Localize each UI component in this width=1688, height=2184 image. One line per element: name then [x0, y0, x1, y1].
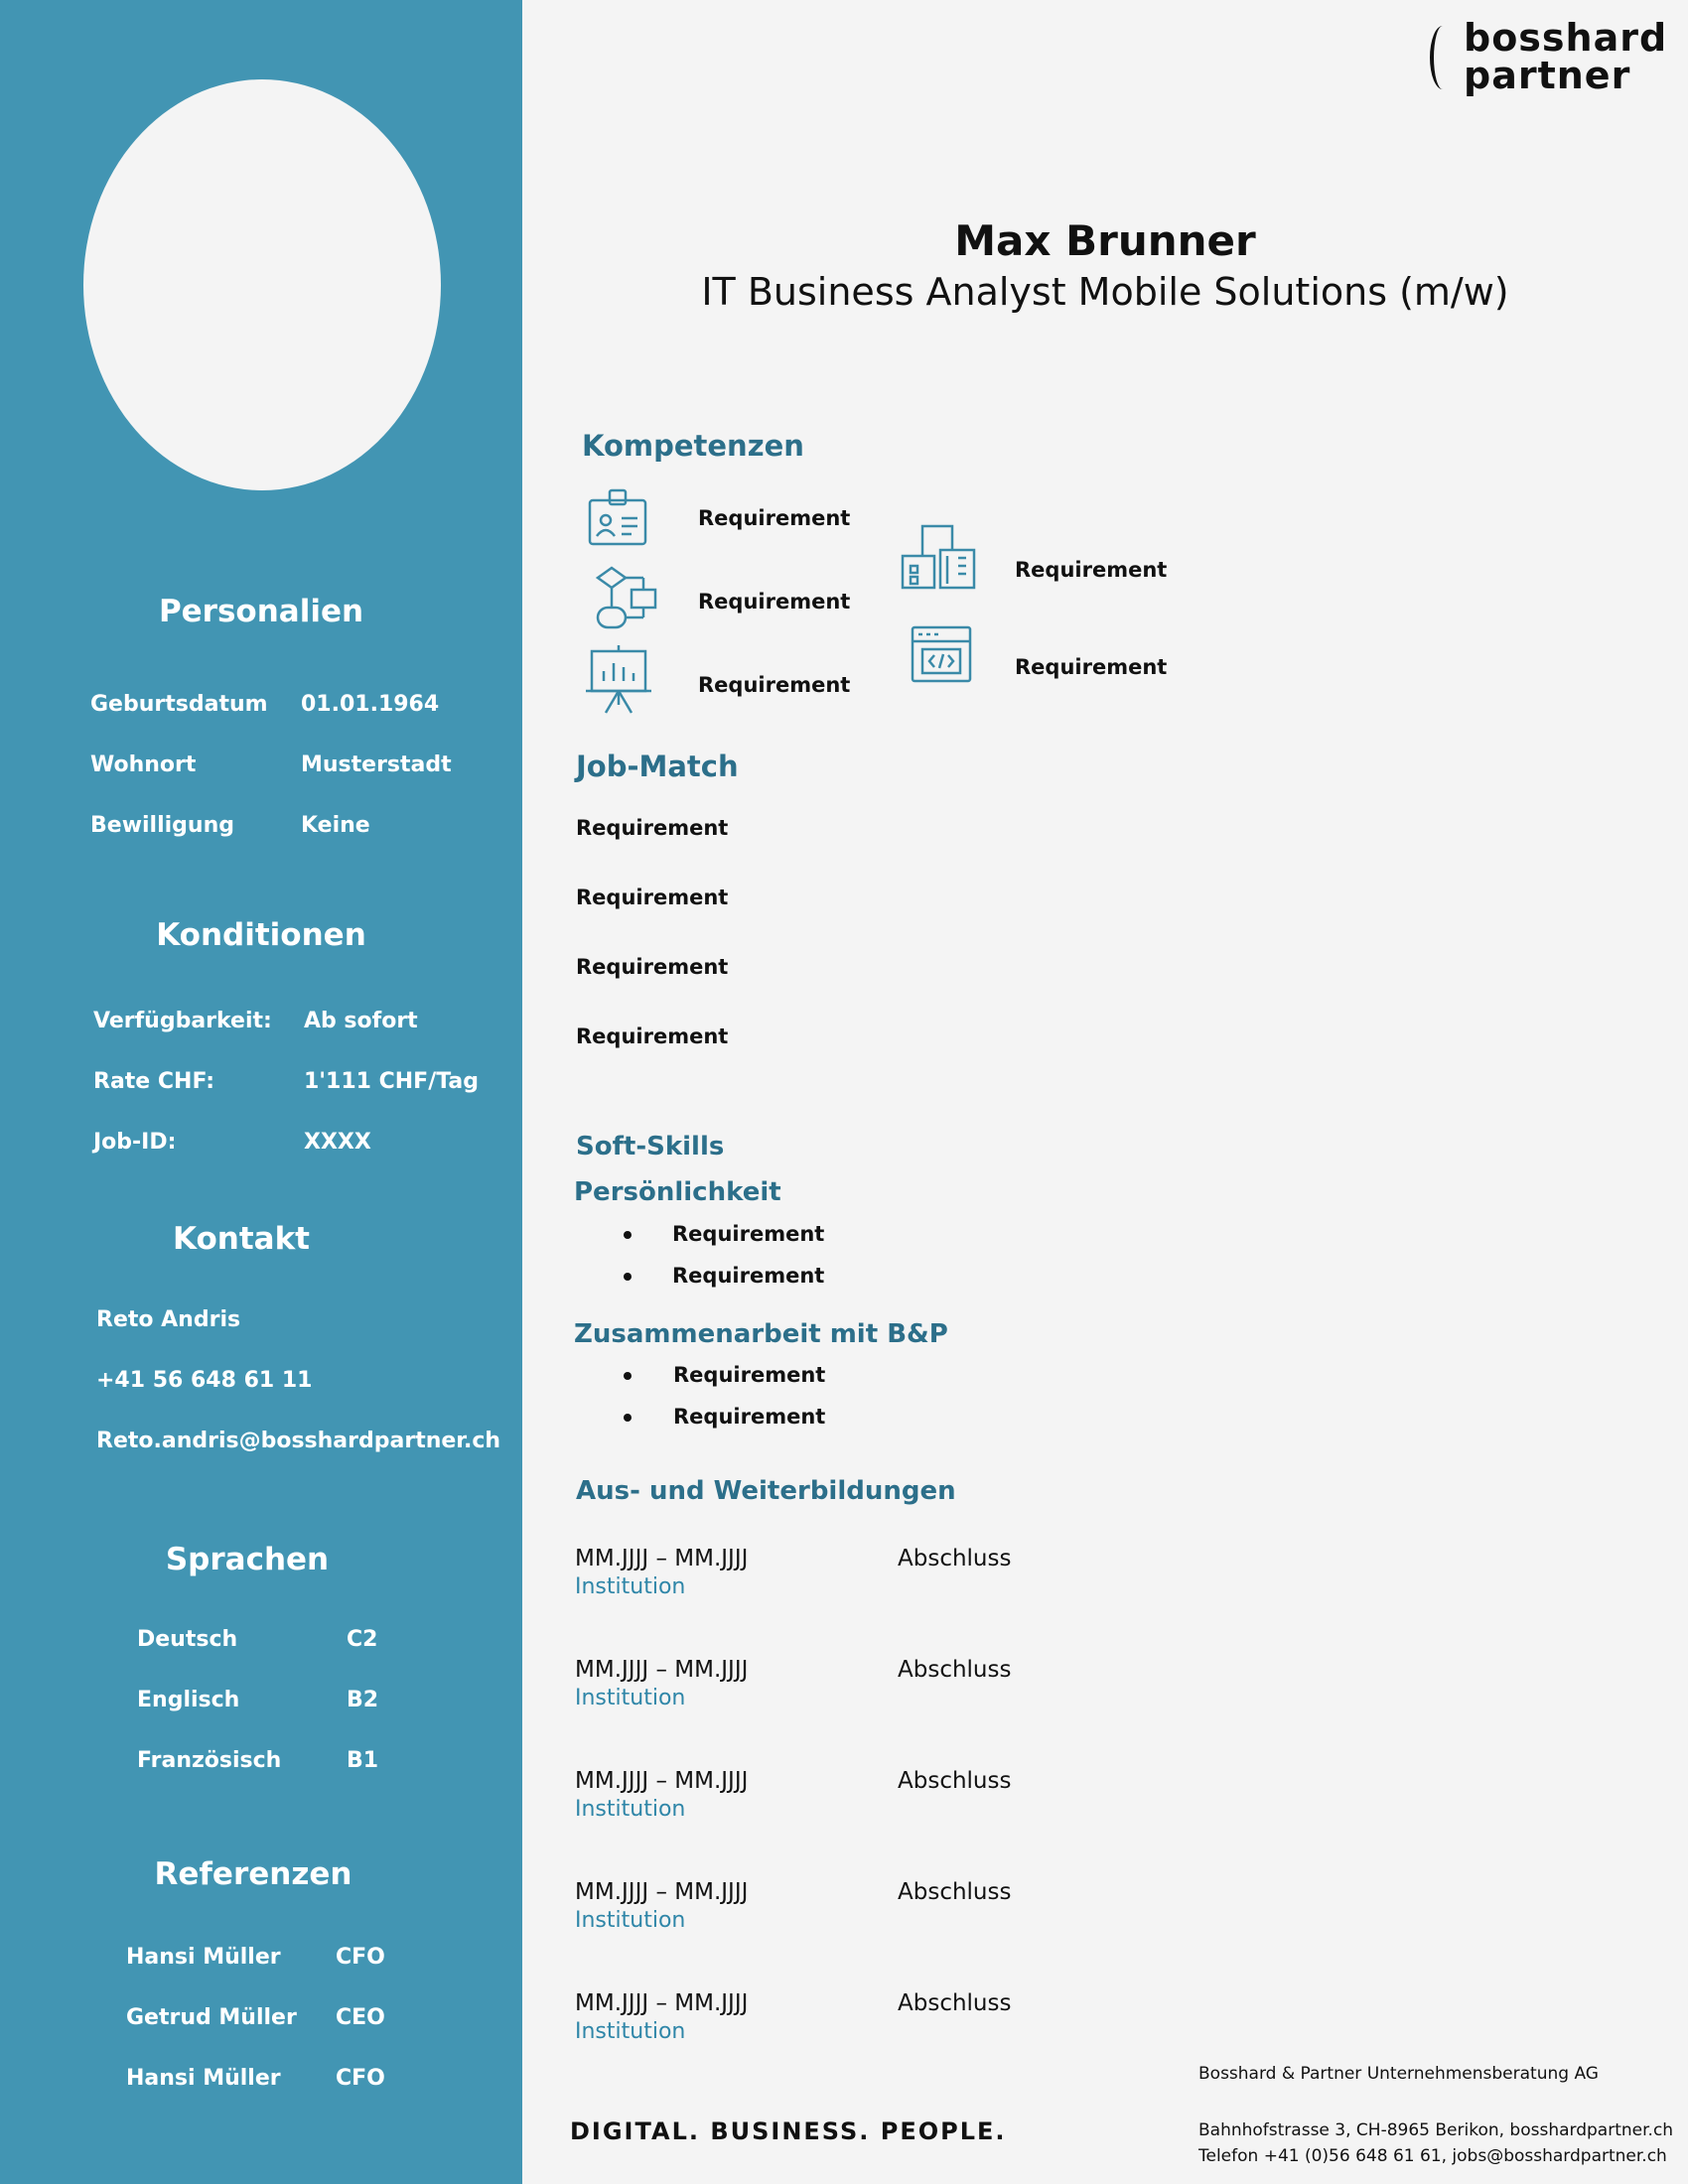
bullet-icon: [624, 1231, 632, 1239]
edu-institution: Institution: [575, 1686, 686, 1710]
footer-company: Bosshard & Partner Unternehmensberatung AG: [1198, 2064, 1599, 2084]
sprachen-label-englisch: Englisch: [137, 1688, 240, 1712]
kompetenz-item: Requirement: [698, 673, 851, 697]
persoenlichkeit-item: Requirement: [672, 1222, 825, 1246]
edu-degree: Abschluss: [898, 1879, 1012, 1905]
kontakt-name: Reto Andris: [96, 1307, 241, 1332]
konditionen-value-rate: 1'111 CHF/Tag: [304, 1069, 480, 1094]
kompetenz-item: Requirement: [698, 590, 851, 614]
kontakt-heading: Kontakt: [172, 1221, 311, 1257]
edu-period: MM.JJJJ – MM.JJJJ: [575, 1990, 749, 2016]
kontakt-phone[interactable]: +41 56 648 61 11: [96, 1368, 313, 1393]
personalien-label-bewilligung: Bewilligung: [90, 813, 234, 838]
konditionen-value-jobid: XXXX: [304, 1130, 371, 1155]
footer-address: Bahnhofstrasse 3, CH-8965 Berikon, bosshardpartner.ch: [1198, 2120, 1674, 2140]
code-window-icon: [911, 625, 972, 683]
sprachen-level-deutsch: C2: [347, 1627, 378, 1652]
referenz-name: Hansi Müller: [126, 1945, 281, 1970]
buildings-icon: [901, 522, 978, 592]
sprachen-label-deutsch: Deutsch: [137, 1627, 238, 1652]
logo-line-1: bosshard: [1464, 16, 1668, 60]
personalien-value-bewilligung: Keine: [301, 813, 370, 838]
personalien-label-wohnort: Wohnort: [90, 752, 197, 777]
referenz-role: CEO: [336, 2005, 385, 2030]
logo-line-2: partner: [1464, 54, 1631, 97]
soft-skills-heading: Soft-Skills: [576, 1132, 725, 1161]
kontakt-email[interactable]: Reto.andris@bosshardpartner.ch: [96, 1429, 501, 1453]
profile-photo-placeholder: [83, 79, 441, 490]
personalien-heading: Personalien: [158, 594, 364, 629]
candidate-name: Max Brunner: [954, 216, 1256, 265]
kompetenz-item: Requirement: [698, 506, 851, 530]
personalien-value-geburtsdatum: 01.01.1964: [301, 692, 440, 717]
konditionen-label-rate: Rate CHF:: [93, 1069, 215, 1094]
sprachen-label-franzoesisch: Französisch: [137, 1748, 282, 1773]
edu-institution: Institution: [575, 1908, 686, 1933]
flowchart-icon: [590, 566, 659, 631]
edu-degree: Abschluss: [898, 1546, 1012, 1571]
job-match-item: Requirement: [576, 955, 729, 979]
candidate-role: IT Business Analyst Mobile Solutions (m/w): [701, 270, 1509, 314]
sprachen-heading: Sprachen: [165, 1542, 330, 1577]
konditionen-value-verfuegbarkeit: Ab sofort: [304, 1009, 418, 1033]
sprachen-level-englisch: B2: [347, 1688, 379, 1712]
footer-contact: Telefon +41 (0)56 648 61 61, jobs@bosshardpartner.ch: [1198, 2146, 1667, 2166]
job-match-item: Requirement: [576, 886, 729, 909]
referenz-role: CFO: [336, 1945, 385, 1970]
kompetenz-item: Requirement: [1015, 655, 1168, 679]
zusammenarbeit-item: Requirement: [673, 1363, 826, 1387]
bullet-icon: [624, 1372, 632, 1380]
konditionen-label-verfuegbarkeit: Verfügbarkeit:: [93, 1009, 272, 1033]
sidebar: [0, 0, 522, 2184]
edu-degree: Abschluss: [898, 1657, 1012, 1683]
edu-institution: Institution: [575, 1574, 686, 1599]
konditionen-heading: Konditionen: [156, 917, 366, 953]
personalien-value-wohnort: Musterstadt: [301, 752, 452, 777]
persoenlichkeit-heading: Persönlichkeit: [574, 1177, 781, 1207]
logo-bracket-icon: [1430, 26, 1456, 89]
zusammenarbeit-item: Requirement: [673, 1405, 826, 1429]
referenzen-heading: Referenzen: [154, 1856, 352, 1892]
sprachen-level-franzoesisch: B1: [347, 1748, 379, 1773]
edu-institution: Institution: [575, 2019, 686, 2044]
persoenlichkeit-item: Requirement: [672, 1264, 825, 1288]
edu-period: MM.JJJJ – MM.JJJJ: [575, 1768, 749, 1794]
edu-period: MM.JJJJ – MM.JJJJ: [575, 1879, 749, 1905]
zusammenarbeit-heading: Zusammenarbeit mit B&P: [574, 1319, 948, 1349]
company-logo: [1430, 18, 1668, 107]
job-match-heading: Job-Match: [576, 750, 739, 783]
referenz-role: CFO: [336, 2066, 385, 2091]
personalien-label-geburtsdatum: Geburtsdatum: [90, 692, 268, 717]
edu-period: MM.JJJJ – MM.JJJJ: [575, 1546, 749, 1571]
edu-institution: Institution: [575, 1797, 686, 1822]
job-match-item: Requirement: [576, 1024, 729, 1048]
kompetenz-item: Requirement: [1015, 558, 1168, 582]
edu-degree: Abschluss: [898, 1768, 1012, 1794]
edu-period: MM.JJJJ – MM.JJJJ: [575, 1657, 749, 1683]
job-match-item: Requirement: [576, 816, 729, 840]
ausbildung-heading: Aus- und Weiterbildungen: [576, 1476, 956, 1506]
bullet-icon: [624, 1273, 632, 1281]
footer-slogan: DIGITAL. BUSINESS. PEOPLE.: [570, 2117, 1007, 2145]
referenz-name: Hansi Müller: [126, 2066, 281, 2091]
presentation-icon: [584, 643, 653, 715]
kompetenzen-heading: Kompetenzen: [582, 429, 804, 463]
id-card-icon: [586, 488, 649, 548]
konditionen-label-jobid: Job-ID:: [93, 1130, 177, 1155]
referenz-name: Getrud Müller: [126, 2005, 297, 2030]
edu-degree: Abschluss: [898, 1990, 1012, 2016]
bullet-icon: [624, 1414, 632, 1422]
